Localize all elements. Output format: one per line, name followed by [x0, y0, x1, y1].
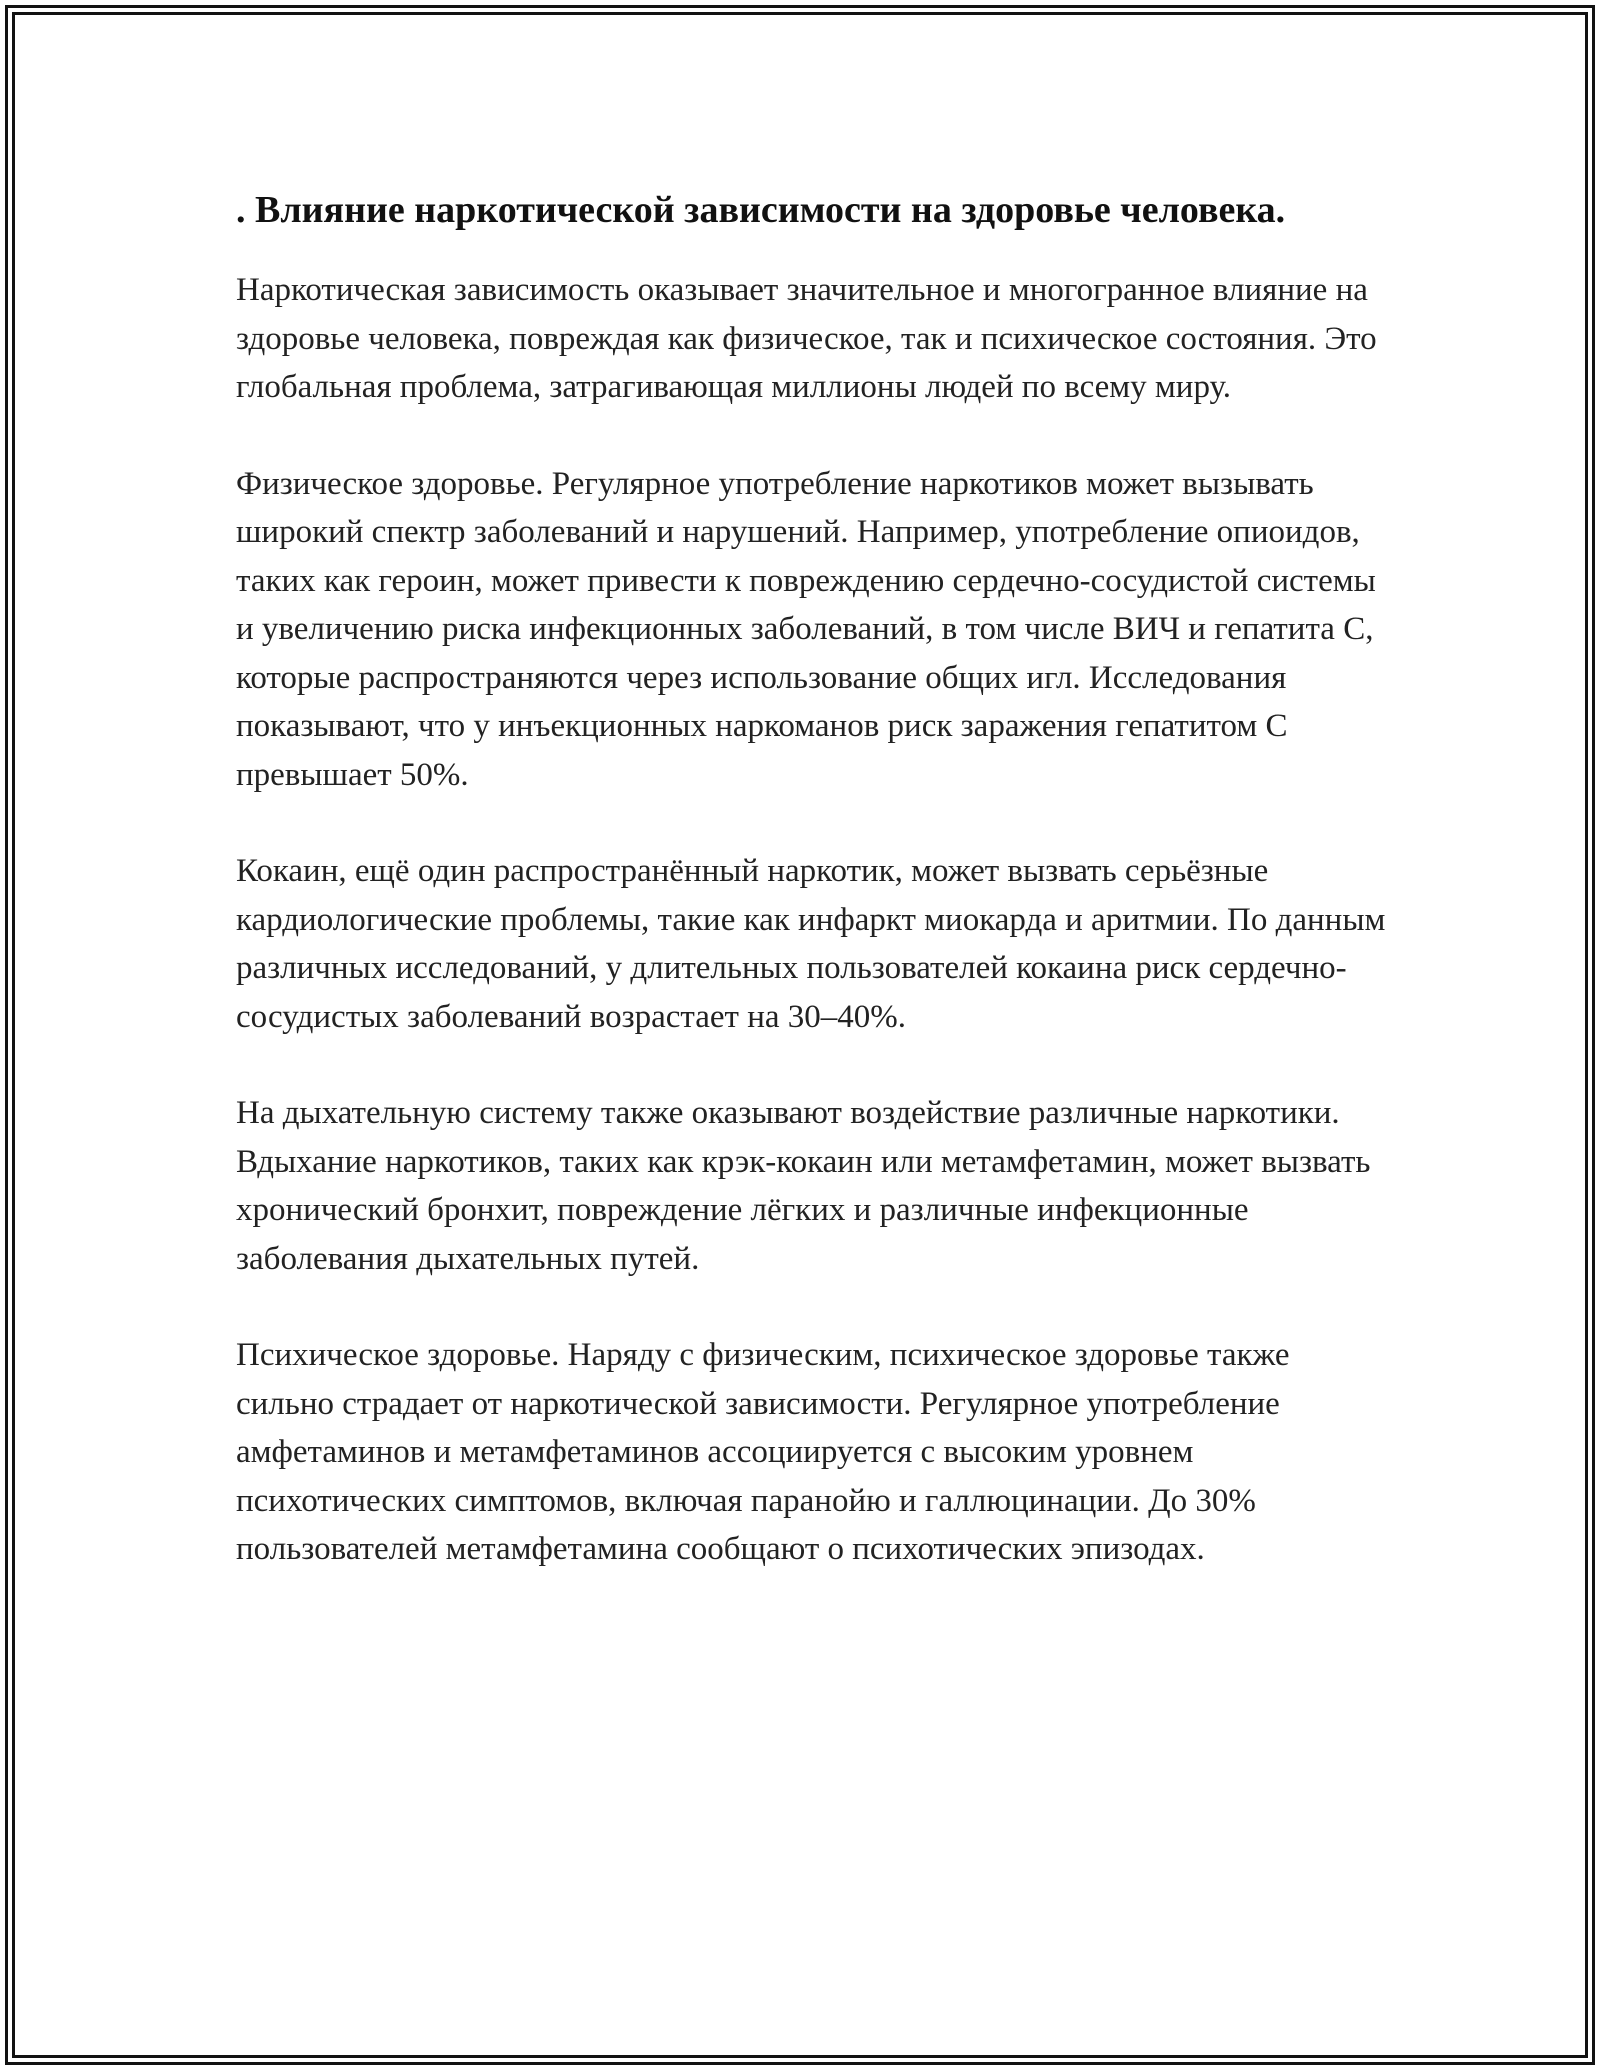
paragraph-intro: Наркотическая зависимость оказывает значительное и многогранное влияние на здоровье человека, повреждая как физическое, так и психическое состояния. Это глобальная проблема, затрагивающая миллионы людей по всему миру. [236, 272, 1377, 405]
paragraph-respiratory: На дыхательную систему также оказывают воздействие различные наркотики. Вдыхание наркотиков, таких как крэк-кокаин или метамфетамин, может вызвать хронический бронхит, повреждение лёгких и различные инфекционные заболевания дыхательных путей. [236, 1095, 1371, 1277]
paragraph-cocaine: Кокаин, ещё один распространённый наркотик, может вызвать серьёзные кардиологические проблемы, такие как инфаркт миокарда и аритмии. По данным различных исследований, у длительных пользователей кокаина риск сердечно-сосудистых заболеваний возрастает на 30–40%. [236, 853, 1386, 1035]
document-body [236, 186, 1386, 1622]
document-title: . Влияние наркотической зависимости на здоровье человека. [236, 189, 1286, 231]
paragraph-physical-health: Физическое здоровье. Регулярное употребление наркотиков может вызывать широкий спектр заболеваний и нарушений. Например, употребление опиоидов, таких как героин, может привести к повреждению сердечно-сосудистой системы и увеличению риска инфекционных заболеваний, в том числе ВИЧ и гепатита С, которые распространяются через использование общих игл. Исследования показывают, что у инъекционных наркоманов риск заражения гепатитом С превышает 50%. [236, 465, 1376, 793]
paragraph-mental-health: Психическое здоровье. Наряду с физическим, психическое здоровье также сильно страдает от наркотической зависимости. Регулярное употребление амфетаминов и метамфетаминов ассоциируется с высоким уровнем психотических симптомов, включая паранойю и галлюцинации. До 30% пользователей метамфетамина сообщают о психотических эпизодах. [236, 1337, 1290, 1567]
